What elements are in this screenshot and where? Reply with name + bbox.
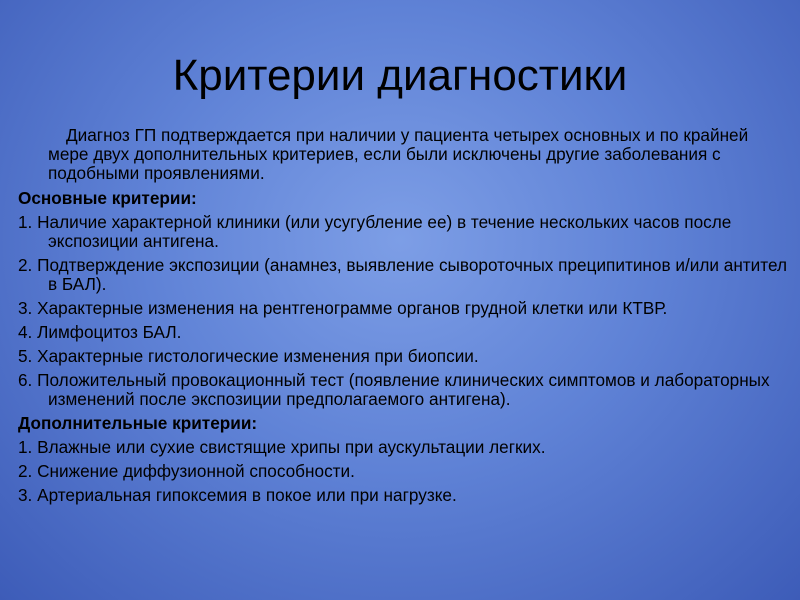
slide-content	[18, 126, 793, 510]
major-criteria-heading: Основные критерии:	[18, 188, 197, 208]
major-criterion-6: 6. Положительный провокационный тест (появление клинических симптомов и лабораторных изменений после экспозиции предполагаемого антигена).	[18, 370, 770, 409]
major-criterion-1: 1. Наличие характерной клиники (или усугубление ее) в течение нескольких часов после экспозиции антигена.	[18, 212, 732, 251]
major-criterion-5: 5. Характерные гистологические изменения при биопсии.	[18, 346, 479, 366]
major-criterion-3: 3. Характерные изменения на рентгенограмме органов грудной клетки или КТВР.	[18, 298, 668, 318]
intro-paragraph: Диагноз ГП подтверждается при наличии у пациента четырех основных и по крайней мере двух дополнительных критериев, если были исключены другие заболевания с подобными проявлениями.	[48, 125, 749, 183]
slide-title: Критерии диагностики	[172, 51, 628, 100]
minor-criteria-heading: Дополнительные критерии:	[18, 413, 258, 433]
minor-criterion-1: 1. Влажные или сухие свистящие хрипы при аускультации легких.	[18, 437, 546, 457]
minor-criterion-2: 2. Снижение диффузионной способности.	[18, 461, 355, 481]
major-criterion-4: 4. Лимфоцитоз БАЛ.	[18, 322, 182, 342]
minor-criterion-3: 3. Артериальная гипоксемия в покое или при нагрузке.	[18, 485, 457, 505]
major-criterion-2: 2. Подтверждение экспозиции (анамнез, выявление сывороточных преципитинов и/или антител в БАЛ).	[18, 255, 787, 294]
